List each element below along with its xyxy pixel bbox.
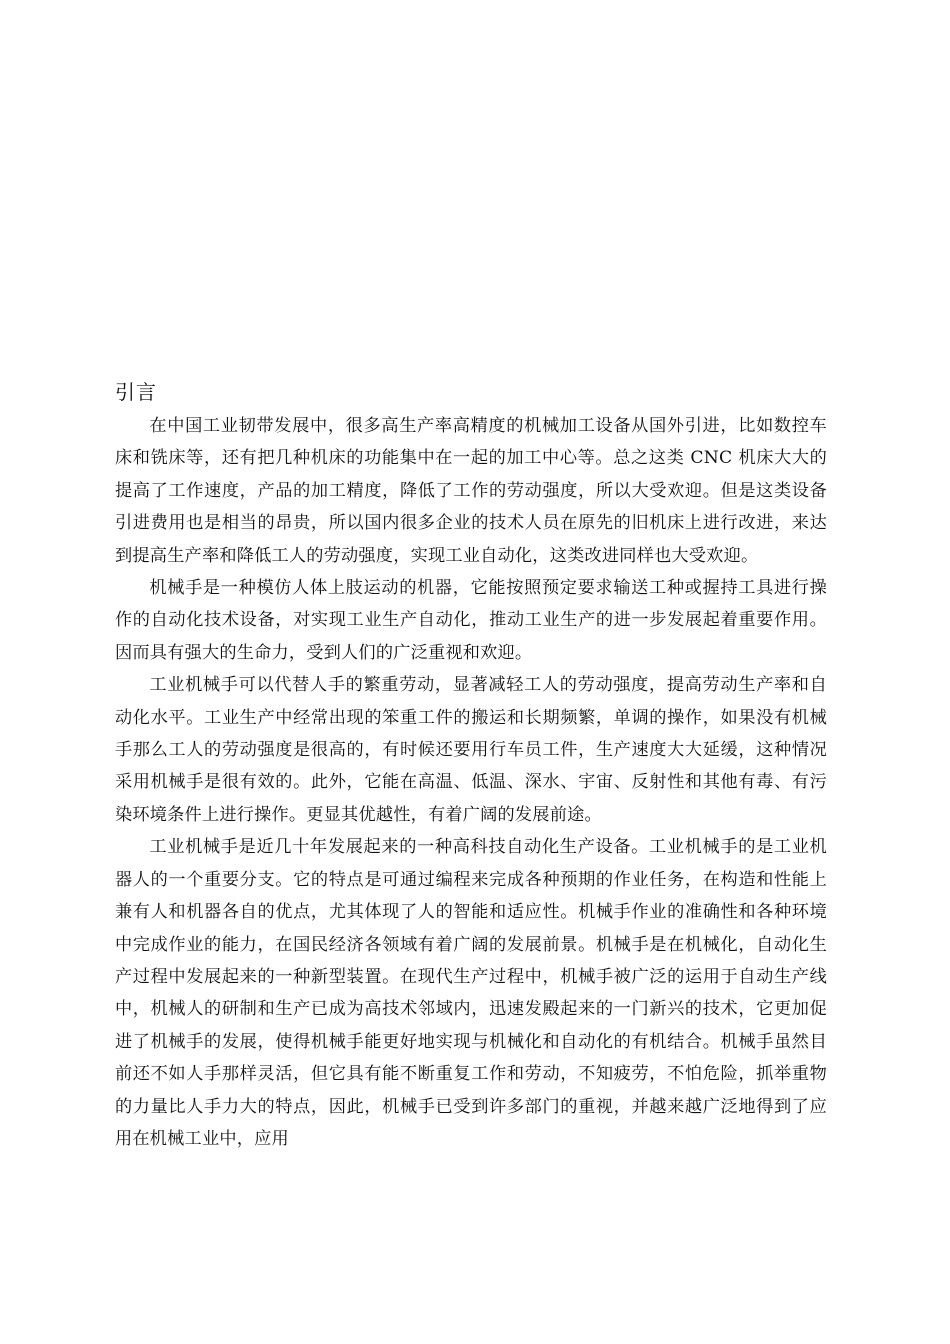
section-heading: 引言 — [115, 380, 157, 404]
paragraph-1: 在中国工业韧带发展中，很多高生产率高精度的机械加工设备从国外引进，比如数控车床和铣床等，还有把几种机床的功能集中在一起的加工中心等。总之这类 CNC 机床大大的提高了工作速度，产品的加工精度，降低了工作的劳动强度，所以大受欢迎。但是这类设备引进费用也是相当的昂贵，所以国内很多企业的技术人员在原先的旧机床上进行改进，来达到提高生产率和降低工人的劳动强度，实现工业自动化，这类改进同样也大受欢迎。 — [115, 416, 827, 566]
paragraph-2: 机械手是一种模仿人体上肢运动的机器，它能按照预定要求输送工种或握持工具进行操作的自动化技术设备，对实现工业生产自动化，推动工业生产的进一步发展起着重要作用。因而具有强大的生命力，受到人们的广泛重视和欢迎。 — [115, 578, 827, 663]
document-body — [115, 376, 827, 1155]
paragraph-3: 工业机械手可以代替人手的繁重劳动，显著减轻工人的劳动强度，提高劳动生产率和自动化水平。工业生产中经常出现的笨重工件的搬运和长期频繁，单调的操作，如果没有机械手那么工人的劳动强度是很高的，有时候还要用行车员工件，生产速度大大延缓，这种情况采用机械手是很有效的。此外，它能在高温、低温、深水、宇宙、反射性和其他有毒、有污染环境条件上进行操作。更显其优越性，有着广阔的发展前途。 — [115, 675, 827, 825]
paragraph-4: 工业机械手是近几十年发展起来的一种高科技自动化生产设备。工业机械手的是工业机器人的一个重要分支。它的特点是可通过编程来完成各种预期的作业任务，在构造和性能上兼有人和机器各自的优点，尤其体现了人的智能和适应性。机械手作业的准确性和各种环境中完成作业的能力，在国民经济各领域有着广阔的发展前景。机械手是在机械化，自动化生产过程中发展起来的一种新型装置。在现代生产过程中，机械手被广泛的运用于自动生产线中，机械人的研制和生产已成为高技术邻域内，迅速发殿起来的一门新兴的技术，它更加促进了机械手的发展，使得机械手能更好地实现与机械化和自动化的有机结合。机械手虽然目前还不如人手那样灵活，但它具有能不断重复工作和劳动，不知疲劳，不怕危险，抓举重物的力量比人手力大的特点，因此，机械手已受到许多部门的重视，并越来越广泛地得到了应用在机械工业中，应用 — [115, 837, 827, 1149]
